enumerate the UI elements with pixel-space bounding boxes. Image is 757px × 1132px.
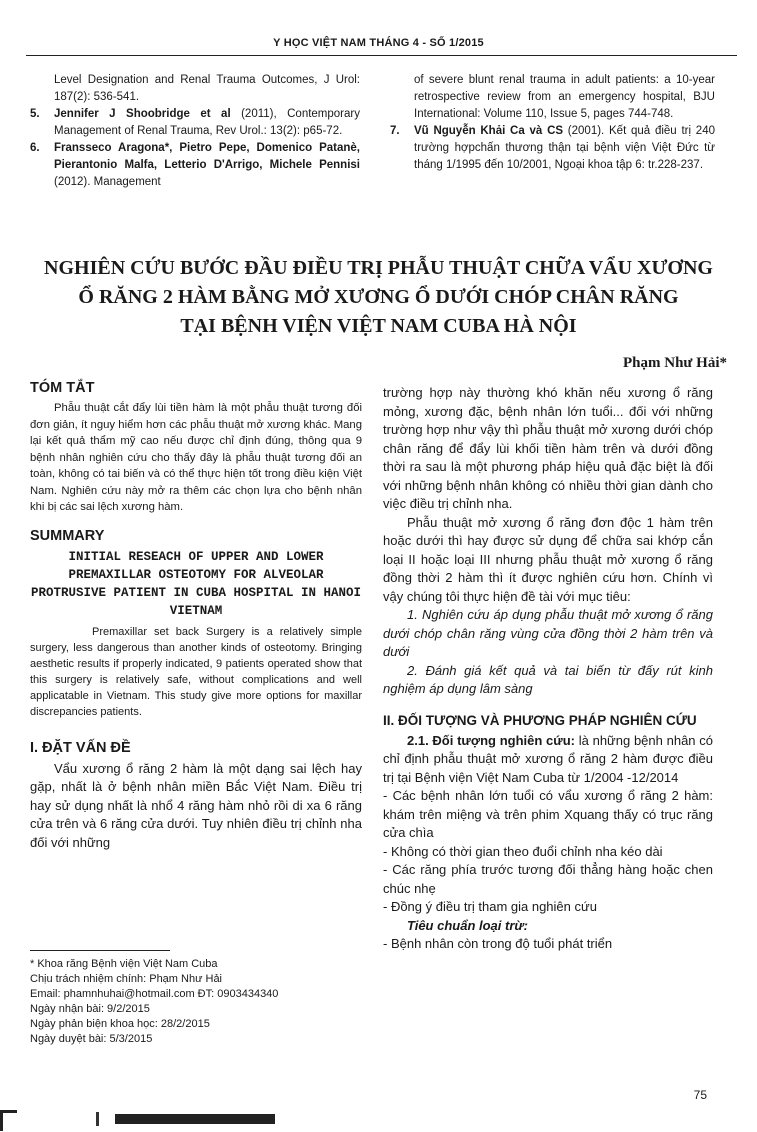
abstract-vi: Phẫu thuật cắt đẩy lùi tiền hàm là một phẫu thuật tương đối đơn giản, ít nguy hiểm hơn các phẫu thuật mở xương khác. Mang lại kết quả thẩm mỹ cao nếu được chỉ định đúng, thông qua 9 bệnh nhân nghiên cứu cho thấy đây là phẫu thuật tương đối an toàn, không có tai biến và có thể thực hiện tốt trong điều kiện Việt Nam. Nghiên cứu này mở ra thêm các chọn lựa cho bệnh nhân khi bị các sai lệch xương hàm. (30, 402, 362, 513)
reference-6 (30, 140, 360, 191)
right-column (383, 384, 713, 954)
header-rule (26, 55, 737, 56)
left-column (30, 380, 362, 852)
reference-details: (2011), Contemporary Management of Renal Trauma, Rev Urol.: 13(2): p65-72. (54, 108, 360, 137)
title-line: TẠI BỆNH VIỆN VIỆT NAM CUBA HÀ NỘI (180, 315, 577, 337)
body-paragraph: Phẫu thuật mở xương ổ răng đơn độc 1 hàm trên hoặc dưới thì hay được sử dụng để chữa sai khớp cắn loại II hoặc loại III nhưng phẫu thuật mở xương ổ răng đồng thời 2 hàm thì ít được nghiên cứu hơn. Chính vì vậy chúng tôi thực hiện đề tài với mục tiêu: (383, 514, 713, 604)
running-header: Y HỌC VIỆT NAM THÁNG 4 - SỐ 1/2015 (273, 37, 484, 49)
methods-heading: II. ĐỐI TƯỢNG VÀ PHƯƠNG PHÁP NGHIÊN CỨU (383, 712, 697, 728)
subjects-paragraph (383, 732, 713, 788)
exclusion-heading: Tiêu chuẩn loại trừ: (407, 917, 528, 933)
summary-title: INITIAL RESEACH OF UPPER AND LOWER PREMAXILLAR OSTEOTOMY FOR ALVEOLAR PROTRUSIVE PATIENT IN CUBA HOSPITAL IN HANOI VIETNAM (30, 549, 362, 618)
subsection-label: 2.1. Đối tượng nghiên cứu: (407, 732, 575, 748)
footnote-received: Ngày nhận bài: 9/2/2015 (30, 1003, 150, 1015)
reference-authors: Fransseco Aragona*, Pietro Pepe, Domenico Patanè, Pierantonio Malfa, Letterio D'Arrigo, Michele Pennisi (54, 142, 360, 171)
footnote-contact: Email: phamnhuhai@hotmail.com ĐT: 0903434340 (30, 988, 279, 1000)
reference-5 (30, 106, 360, 140)
goal-item: 1. Nghiên cứu áp dụng phẫu thuật mở xương ổ răng dưới chóp chân răng vùng cửa đồng thời 2 hàm trên và dưới (383, 607, 713, 659)
reference-authors: Jennifer J Shoobridge et al (54, 108, 231, 120)
goal-item: 2. Đánh giá kết quả và tai biến từ đấy rút kinh nghiệm áp dụng lâm sàng (383, 662, 713, 696)
body-paragraph: trường hợp này thường khó khăn nếu xương ổ răng mỏng, xương đặc, bệnh nhân lớn tuổi... đối với những trường hợp như vậy thì phẫu thuật mở xương dưới chóp chân răng để đẩy lùi khối tiền hàm trên và dưới đồng thời ra sau là một phương pháp hiệu quả đặc biệt là đối với những bệnh nhân không có nhiều thời gian dành cho việc điều trị chỉnh nha. (383, 385, 713, 511)
reference-details: (2001). Kết quả điều trị 240 trường hợpchấn thương thận tại bệnh viện Việt Đức từ tháng 1/1995 đến 10/2001, Ngoại khoa tập 6: tr.228-237. (414, 125, 715, 171)
title-line: Ổ RĂNG 2 HÀM BẰNG MỞ XƯƠNG Ổ DƯỚI CHÓP CHÂN RĂNG (78, 286, 679, 308)
criteria-item: - Không có thời gian theo đuổi chỉnh nha kéo dài (383, 843, 663, 859)
references-left-column (30, 72, 360, 191)
subsection-text: là những bệnh nhân có chỉ định phẫu thuật mở xương ổ răng 2 hàm được điều trị tại Bệnh viện Việt Nam Cuba từ 1/2004 -12/2014 (383, 732, 713, 785)
abstract-heading-vi: TÓM TẮT (30, 380, 95, 396)
intro-heading: I. ĐẶT VẤN ĐỀ (30, 739, 131, 756)
reference-continuation: Level Designation and Renal Trauma Outcomes, J Urol: 187(2): 536-541. (54, 74, 360, 103)
footnote-reviewed: Ngày phản biện khoa học: 28/2/2015 (30, 1018, 210, 1030)
reference-7 (390, 123, 715, 174)
criteria-item: - Các bệnh nhân lớn tuổi có vẩu xương ổ răng 2 hàm: khám trên miệng và trên phim Xquang thấy có trục răng cửa chìa (383, 788, 713, 840)
reference-details: (2012). Management (54, 176, 161, 188)
footnotes (30, 957, 360, 1047)
scan-artifact (115, 1114, 275, 1124)
footnote-responsible: Chịu trách nhiệm chính: Phạm Như Hải (30, 973, 223, 985)
reference-continuation: of severe blunt renal trauma in adult patients: a 10-year retrospective review from an emergency hospital, BJU International: Volume 110, Issue 5, pages 744-748. (414, 74, 715, 120)
exclusion-item: - Bệnh nhân còn trong độ tuổi phát triển (383, 936, 613, 951)
summary-heading: SUMMARY (30, 527, 105, 544)
article-author: Phạm Như Hải* (622, 355, 727, 371)
title-line: NGHIÊN CỨU BƯỚC ĐẦU ĐIỀU TRỊ PHẪU THUẬT CHỮA VẨU XƯƠNG (44, 257, 713, 279)
footnote-affiliation: * Khoa răng Bệnh viện Việt Nam Cuba (30, 958, 218, 970)
reference-number: 5. (30, 108, 40, 120)
scan-artifact (0, 1110, 17, 1131)
references-right-column (390, 72, 715, 174)
criteria-item: - Đồng ý điều trị tham gia nghiên cứu (383, 899, 597, 914)
footnote-rule (30, 950, 170, 951)
page-number: 75 (693, 1088, 707, 1102)
article-title (30, 254, 727, 341)
reference-number: 6. (30, 142, 40, 154)
footnote-approved: Ngày duyệt bài: 5/3/2015 (30, 1033, 153, 1045)
intro-paragraph: Vẩu xương ổ răng 2 hàm là một dạng sai lệch hay gặp, nhất là ở bệnh nhân miền Bắc Việt Nam. Điều trị hay sử dụng nhất là nhổ 4 răng hàm nhỏ rồi di xa 6 răng cửa trên và 6 răng cửa dưới. Tuy nhiên điều trị chỉnh nha đối với những (30, 760, 362, 850)
abstract-en: Premaxillar set back Surgery is a relatively simple surgery, less dangerous than another kinds of osteotomy. Bringing aesthetic results if properly indicated, 9 patients operated show that this surgery is relatively safe, without complications and well applicatable in Vietnam. This study give more options for maxillar discrepancies patients. (30, 625, 362, 718)
reference-number: 7. (390, 125, 400, 137)
reference-authors: Vũ Nguyễn Khải Ca và CS (414, 125, 564, 137)
scan-artifact (96, 1112, 99, 1126)
criteria-item: - Các răng phía trước tương đối thẳng hàng hoặc chen chúc nhẹ (383, 862, 713, 896)
